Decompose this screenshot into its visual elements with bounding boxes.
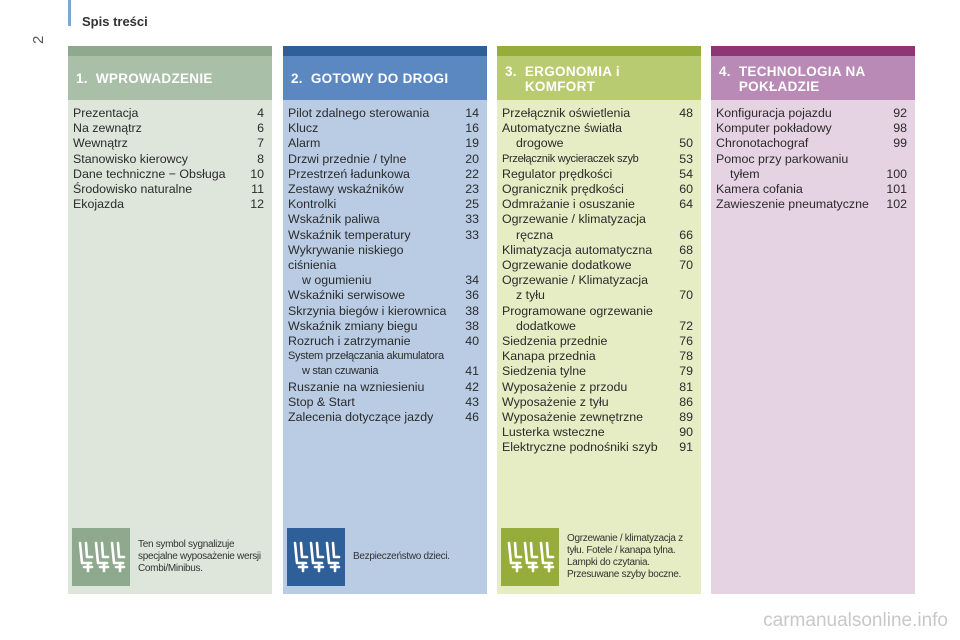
toc-entry-page: 70 [679,288,693,303]
toc-entry-title-line1: Pomoc przy parkowaniu [716,151,849,166]
toc-entry-title-line1: Komputer pokładowy [716,121,832,136]
toc-entry-page: 4 [257,106,264,120]
toc-entry-title [73,121,238,136]
toc-entry-title [716,152,880,182]
toc-entry-page: 11 [251,182,264,197]
toc-entry-page: 79 [679,364,693,379]
toc-entry-title [73,197,238,212]
toc-entry[interactable] [73,197,264,212]
toc-entry-title [502,167,667,182]
toc-entry-title-line1: Wskaźnik zmiany biegu [288,318,418,333]
toc-column-2 [283,46,487,594]
toc-entry[interactable] [502,243,693,258]
toc-entry-page: 33 [465,212,479,227]
toc-entry-title-line2: tyłem [730,166,760,181]
toc-entry-title-line2: drogowe [516,136,564,151]
toc-entry-title [288,395,453,410]
column-top-strip [68,46,272,56]
watermark: carmanualsonline.info [763,610,948,631]
toc-entry-title [502,425,667,440]
toc-entry-title-line1: Przełącznik oświetlenia [502,106,631,120]
toc-entry-title [288,319,453,334]
toc-entry-title [502,152,667,167]
toc-entry-title [502,243,667,258]
toc-entry-title-line1: Odmrażanie i osuszanie [502,197,635,212]
section-body [497,100,701,594]
toc-entry[interactable] [502,349,693,364]
toc-entry-title-line1: Wskaźnik paliwa [288,212,380,227]
toc-entry-title-line1: Na zewnątrz [73,121,142,136]
toc-entry-page: 12 [250,197,264,212]
toc-entry-title [502,304,667,334]
toc-entry-title [288,197,453,212]
toc-entry-title [73,182,238,197]
section-body [711,100,915,594]
section-number: 2. [291,70,303,86]
section-title: GOTOWY DO DROGI [310,70,449,86]
toc-entry[interactable] [502,364,693,379]
toc-entry-title [502,212,667,242]
footer-text: Bezpieczeństwo dzieci. [353,551,450,562]
toc-entry-title [716,197,880,212]
toc-entry-title-line1: Pilot zdalnego sterowania [288,106,430,120]
toc-entry[interactable] [502,395,693,410]
toc-entry[interactable] [502,304,693,334]
toc-entry-title [288,121,453,136]
toc-entry-title-line1: Klimatyzacja automatyczna [502,242,653,257]
toc-entry-title [73,152,238,167]
toc-entry[interactable] [288,167,479,182]
toc-entry[interactable] [716,182,907,197]
toc-entry[interactable] [73,121,264,136]
toc-entry-title [73,167,238,182]
toc-entry-page: 38 [465,318,479,333]
toc-list [283,100,487,425]
toc-entry[interactable] [288,304,479,319]
toc-entry[interactable] [288,106,479,121]
toc-entry-title [288,243,453,289]
toc-entry-title [502,395,667,410]
toc-entry-title [716,121,881,136]
toc-entry-title [288,410,453,425]
toc-entry-page: 64 [679,197,693,212]
section-number: 4. [719,64,731,79]
toc-entry-title [288,228,453,243]
toc-entry-title [288,212,453,227]
toc-entry-page: 81 [679,379,693,394]
toc-entry[interactable] [716,136,907,151]
toc-entry[interactable] [502,182,693,197]
toc-entry-title-line1: Dane techniczne − Obsługa [73,166,226,181]
toc-entry[interactable] [502,410,693,425]
toc-entry[interactable] [288,197,479,212]
toc-entry-title [73,136,238,151]
section-title: TECHNOLOGIA NA POKŁADZIE [738,64,866,94]
toc-entry-title-line1: Przestrzeń ładunkowa [288,166,410,181]
toc-entry-title-line1: Ekojazda [73,197,124,212]
toc-entry-title [502,349,667,364]
toc-entry-title-line1: Ruszanie na wzniesieniu [288,379,425,394]
toc-entry-page: 90 [679,425,693,440]
toc-entry-page: 40 [465,334,479,349]
seats-icon [501,528,559,586]
toc-entry-page: 92 [893,106,907,120]
toc-entry-title [288,106,453,121]
toc-entry-title-line1: Ogrzewanie / klimatyzacja [502,212,646,227]
toc-entry[interactable] [73,106,264,121]
toc-entry[interactable] [288,380,479,395]
toc-entry-title [502,440,667,455]
toc-entry-title-line1: Zawieszenie pneumatyczne [716,197,869,212]
column-top-strip [497,46,701,56]
toc-entry-title [502,364,667,379]
seats-icon [287,528,345,586]
toc-entry-page: 100 [886,166,907,181]
toc-entry[interactable] [502,258,693,273]
toc-entry[interactable] [288,319,479,334]
toc-entry-title-line1: Elektryczne podnośniki szyb [502,440,658,455]
toc-entry-title-line1: Programowane ogrzewanie [502,303,653,318]
toc-entry-title-line1: Stanowisko kierowcy [73,151,189,166]
toc-entry-title [502,410,667,425]
toc-entry[interactable] [502,121,693,151]
toc-entry-page: 34 [465,273,479,288]
toc-entry-title-line1: Ogrzewanie / Klimatyzacja [502,273,648,288]
section-body [68,100,272,594]
toc-entry-page: 66 [679,227,693,242]
toc-entry-title [502,121,667,151]
toc-entry[interactable] [73,136,264,151]
toc-entry-page: 25 [465,197,479,212]
toc-entry-title-line1: Lusterka wsteczne [502,425,605,440]
toc-entry[interactable] [288,121,479,136]
toc-entry-page: 68 [679,242,693,257]
toc-entry[interactable] [73,152,264,167]
page-number: 2 [30,35,47,44]
toc-column-1 [68,46,272,594]
toc-entry-page: 42 [465,379,479,394]
column-top-strip [711,46,915,56]
toc-entry-page: 98 [893,121,907,136]
toc-entry-title-line1: Kamera cofania [716,182,803,197]
toc-entry-title [502,380,667,395]
toc-entry-title-line2: z tyłu [516,288,545,303]
toc-entry-title-line1: Automatyczne światła [502,121,622,136]
toc-entry-title [502,258,667,273]
toc-entry-title-line1: Regulator prędkości [502,166,613,181]
toc-entry-title [716,182,880,197]
toc-entry[interactable] [716,152,907,182]
toc-entry-title-line1: Ogrzewanie dodatkowe [502,258,632,273]
toc-entry-page: 70 [679,258,693,273]
toc-entry-page: 48 [679,106,693,120]
toc-entry-title [502,197,667,212]
toc-entry[interactable] [502,440,693,455]
toc-column-4 [711,46,915,594]
footer-text: Ten symbol sygnalizuje specjalne wyposażenie wersji Combi/Minibus. [138,539,261,574]
toc-entry-page: 50 [679,136,693,151]
toc-entry-page: 60 [679,182,693,197]
toc-entry-title-line1: Przełącznik wycieraczek szyb [502,152,639,165]
toc-entry-title-line1: Kanapa przednia [502,349,596,364]
section-header [68,56,272,100]
toc-column-3 [497,46,701,594]
toc-entry-page: 6 [257,121,264,136]
footer-text: Ogrzewanie / klimatyzacja z tyłu. Fotele / kanapa tylna. Lampki do czytania. Przesuwane szyby boczne. [567,533,683,580]
toc-entry-title-line2: ręczna [516,227,554,242]
toc-entry-page: 76 [679,334,693,349]
toc-entry[interactable] [502,334,693,349]
toc-entry-title-line1: Konfiguracja pojazdu [716,106,832,120]
toc-entry[interactable] [288,136,479,151]
toc-entry[interactable] [288,410,479,425]
toc-entry-page: 102 [886,197,907,212]
toc-entry[interactable] [502,152,693,167]
toc-entry-title [716,136,881,151]
toc-entry[interactable] [502,273,693,303]
toc-entry[interactable] [73,182,264,197]
section-title: WPROWADZENIE [95,70,213,86]
section-number: 3. [505,64,517,79]
section-number: 1. [76,70,88,86]
toc-entry-page: 41 [465,364,479,379]
toc-entry[interactable] [716,121,907,136]
toc-entry-title-line1: Wyposażenie zewnętrzne [502,410,644,425]
toc-entry-title-line1: Siedzenia tylne [502,364,587,379]
toc-entry-title-line1: Wskaźniki serwisowe [288,288,406,303]
toc-entry[interactable] [288,334,479,349]
toc-entry-title [288,136,453,151]
toc-entry-page: 19 [465,136,479,151]
seats-icon [72,528,130,586]
toc-entry[interactable] [502,212,693,242]
toc-entry-page: 72 [679,318,693,333]
toc-entry[interactable] [288,349,479,379]
toc-entry-title [288,380,453,395]
toc-entry-page: 7 [257,136,264,151]
toc-entry-title [288,304,453,319]
toc-entry-page: 8 [257,151,264,166]
toc-entry-title [288,288,453,303]
section-footer-note [501,528,697,586]
toc-entry-page: 99 [893,136,907,151]
section-footer-note [287,528,483,586]
toc-entry-title [288,349,453,379]
toc-entry[interactable] [288,228,479,243]
toc-entry-title-line2: w ogumieniu [302,273,372,288]
toc-entry-page: 89 [679,410,693,425]
section-body [283,100,487,594]
toc-entry-page: 46 [465,410,479,425]
toc-list [711,100,915,212]
toc-entry[interactable] [502,197,693,212]
toc-entry-title [288,152,453,167]
toc-entry[interactable] [288,288,479,303]
toc-entry[interactable] [288,182,479,197]
toc-entry[interactable] [502,106,693,121]
header-accent-bar [68,0,71,26]
toc-entry[interactable] [716,197,907,212]
toc-entry-page: 16 [465,121,479,136]
toc-entry-title [502,334,667,349]
toc-entry[interactable] [288,243,479,289]
toc-entry-page: 86 [679,394,693,409]
toc-entry-title-line1: Prezentacja [73,106,139,120]
toc-entry-page: 36 [465,288,479,303]
toc-entry-page: 33 [465,227,479,242]
toc-entry-title-line1: Stop & Start [288,394,355,409]
toc-entry-title-line1: Alarm [288,136,321,151]
toc-entry-title [716,106,881,121]
toc-entry[interactable] [288,212,479,227]
toc-entry-title [502,106,667,121]
toc-entry-page: 14 [465,106,479,120]
toc-entry[interactable] [502,380,693,395]
toc-entry-page: 23 [465,182,479,197]
toc-entry-title-line1: Wewnątrz [73,136,128,151]
toc-entry-page: 22 [465,166,479,181]
toc-entry-title-line1: Środowisko naturalne [73,182,193,197]
toc-entry-title [502,182,667,197]
section-header [497,56,701,100]
toc-entry-title-line1: Wyposażenie z przodu [502,379,628,394]
section-header [711,56,915,100]
section-title: ERGONOMIA i KOMFORT [524,64,620,94]
toc-entry-title [73,106,238,121]
toc-entry[interactable] [288,152,479,167]
toc-entry[interactable] [502,167,693,182]
toc-entry-title-line1: Ogranicznik prędkości [502,182,624,197]
toc-entry-title-line1: Klucz [288,121,319,136]
toc-entry-title-line1: Rozruch i zatrzymanie [288,334,411,349]
toc-list [497,100,701,456]
toc-entry-page: 43 [465,394,479,409]
toc-entry-page: 20 [465,151,479,166]
toc-entry-page: 78 [679,349,693,364]
toc-entry-title [288,334,453,349]
toc-entry-title-line1: Wskaźnik temperatury [288,227,411,242]
column-top-strip [283,46,487,56]
section-footer-note [72,528,268,586]
toc-entry[interactable] [716,106,907,121]
toc-entry-title [502,273,667,303]
toc-entry-page: 91 [679,440,693,455]
toc-entry-title-line1: System przełączania akumulatora [288,350,444,363]
toc-entry-title [288,167,453,182]
toc-entry-page: 10 [250,166,264,181]
toc-entry-title-line1: Wykrywanie niskiego ciśnienia [288,242,404,273]
toc-list [68,100,272,212]
toc-entry-title-line1: Skrzynia biegów i kierownica [288,303,447,318]
toc-entry-page: 54 [679,166,693,181]
toc-entry-page: 101 [886,182,907,197]
toc-entry-title-line1: Zestawy wskaźników [288,182,404,197]
toc-entry-title-line1: Chronotachograf [716,136,809,151]
toc-entry-title-line1: Drzwi przednie / tylne [288,151,407,166]
page-title: Spis treści [82,14,148,29]
toc-entry[interactable] [73,167,264,182]
toc-entry-page: 38 [465,303,479,318]
toc-entry-title-line1: Kontrolki [288,197,337,212]
toc-entry-title-line1: Zalecenia dotyczące jazdy [288,410,434,425]
section-header [283,56,487,100]
toc-entry-page: 53 [679,151,693,166]
toc-entry-title [288,182,453,197]
toc-entry[interactable] [502,425,693,440]
toc-entry[interactable] [288,395,479,410]
toc-entry-title-line1: Siedzenia przednie [502,334,608,349]
toc-entry-title-line2: dodatkowe [516,318,576,333]
toc-entry-title-line2: w stan czuwania [302,365,379,378]
toc-entry-title-line1: Wyposażenie z tyłu [502,394,609,409]
